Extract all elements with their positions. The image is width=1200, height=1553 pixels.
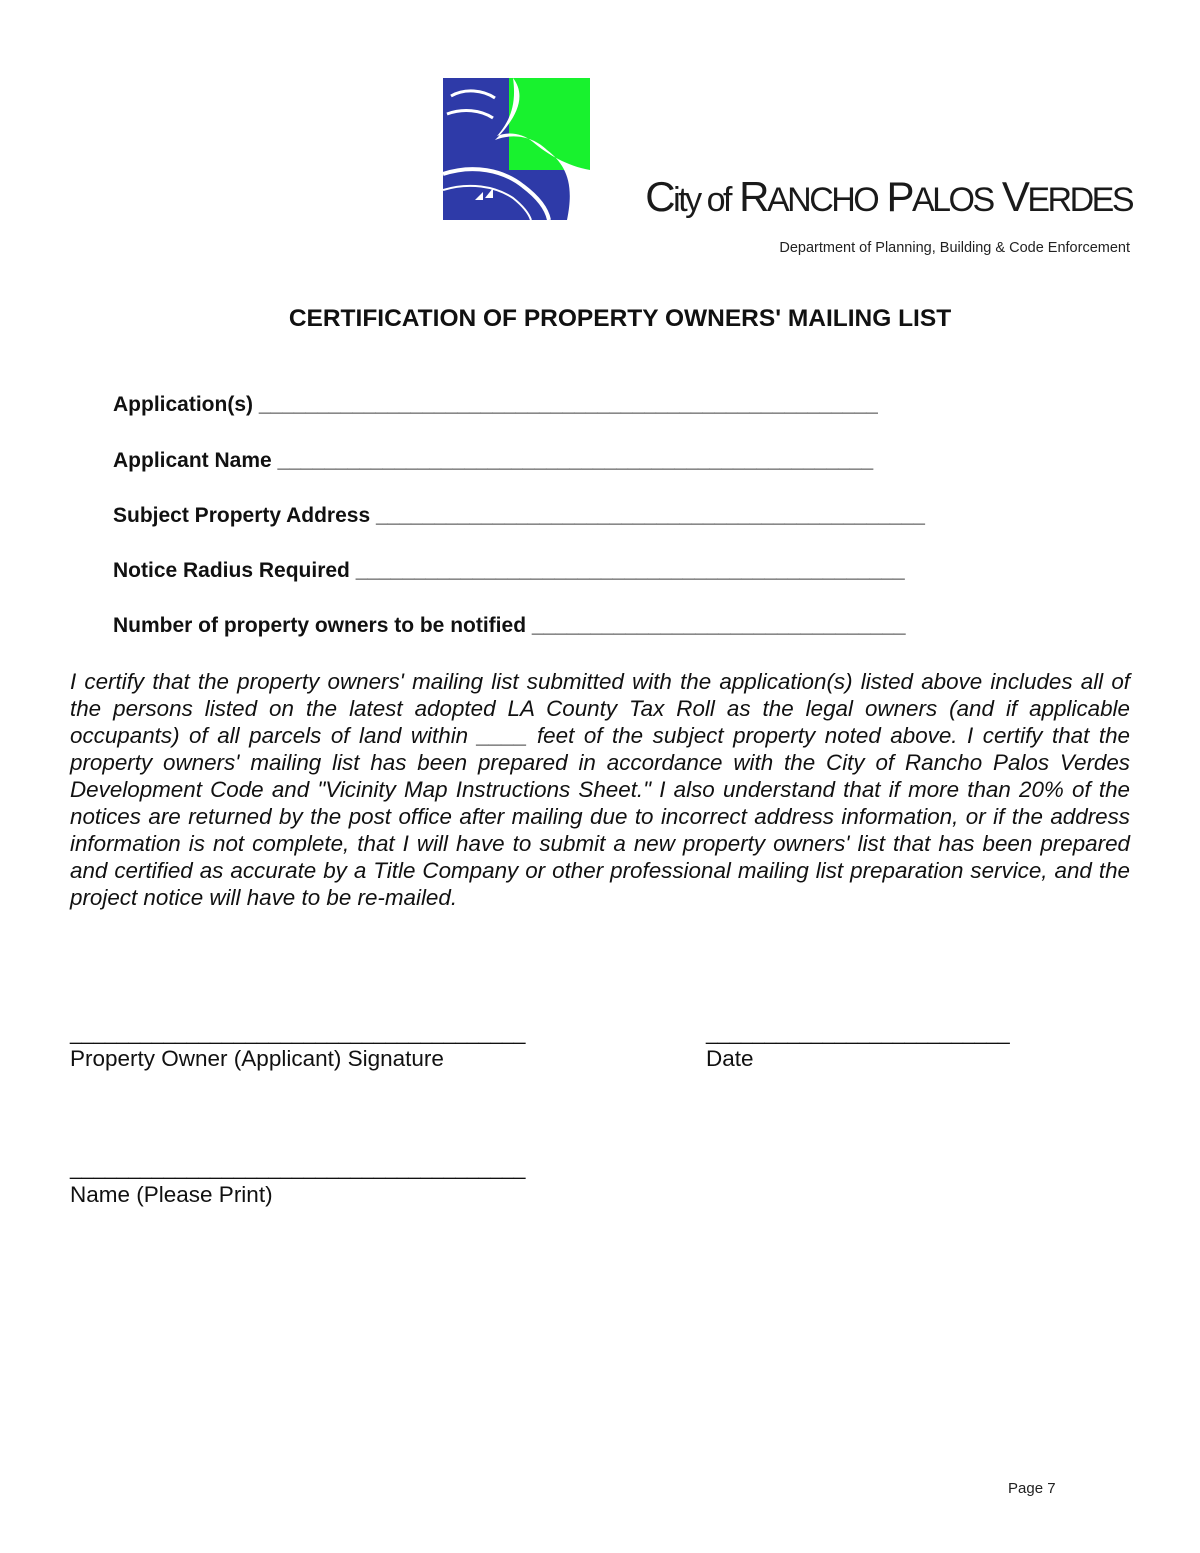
page-number: Page 7: [1008, 1480, 1056, 1497]
field-label: Application(s): [113, 393, 253, 416]
field-blank[interactable]: ___________________________________________________: [277, 449, 874, 472]
field-blank[interactable]: _____________________________________________________: [258, 393, 878, 416]
form-title: CERTIFICATION OF PROPERTY OWNERS' MAILING LIST: [288, 305, 952, 332]
city-name: City of RANCHO PALOS VERDES: [645, 173, 1132, 220]
field-applicant-name[interactable]: [113, 449, 873, 473]
city-logo: [443, 78, 590, 220]
owner-signature-label: Property Owner (Applicant) Signature: [70, 1046, 444, 1071]
field-label: Subject Property Address: [113, 504, 371, 527]
date-label: Date: [706, 1046, 754, 1071]
department-name: Department of Planning, Building & Code Enforcement: [779, 240, 1130, 256]
field-number-of-owners[interactable]: [113, 614, 906, 638]
owner-signature-line[interactable]: _______________________________________: [70, 1022, 526, 1045]
date-line[interactable]: __________________________: [706, 1022, 1010, 1045]
field-blank[interactable]: _______________________________________________: [355, 559, 905, 582]
field-applications[interactable]: [113, 393, 878, 417]
field-blank[interactable]: _______________________________________________: [375, 504, 925, 527]
field-label: Applicant Name: [113, 449, 272, 472]
field-label: Notice Radius Required: [113, 559, 350, 582]
field-notice-radius[interactable]: [113, 559, 905, 583]
certification-text: I certify that the property owners' mailing list submitted with the application(s) listed above includes all of the persons listed on the latest adopted LA County Tax Roll as the legal owners (and if applicable occupants) of all parcels of land within ____ feet of the subject property noted above. I certify that the property owners' mailing list has been prepared in accordance with the City of Rancho Palos Verdes Development Code and "Vicinity Map Instructions Sheet." I also understand that if more than 20% of the notices are returned by the post office after mailing due to incorrect address information, or if the address information is not complete, that I will have to submit a new property owners' list that has been prepared and certified as accurate by a Title Company or other professional mailing list preparation service, and the project notice will have to be re-mailed.: [70, 669, 1130, 910]
field-subject-property-address[interactable]: [113, 504, 925, 528]
print-name-line[interactable]: _______________________________________: [70, 1157, 526, 1180]
field-blank[interactable]: ________________________________: [531, 614, 906, 637]
print-name-label: Name (Please Print): [70, 1182, 273, 1207]
field-label: Number of property owners to be notified: [113, 614, 527, 637]
